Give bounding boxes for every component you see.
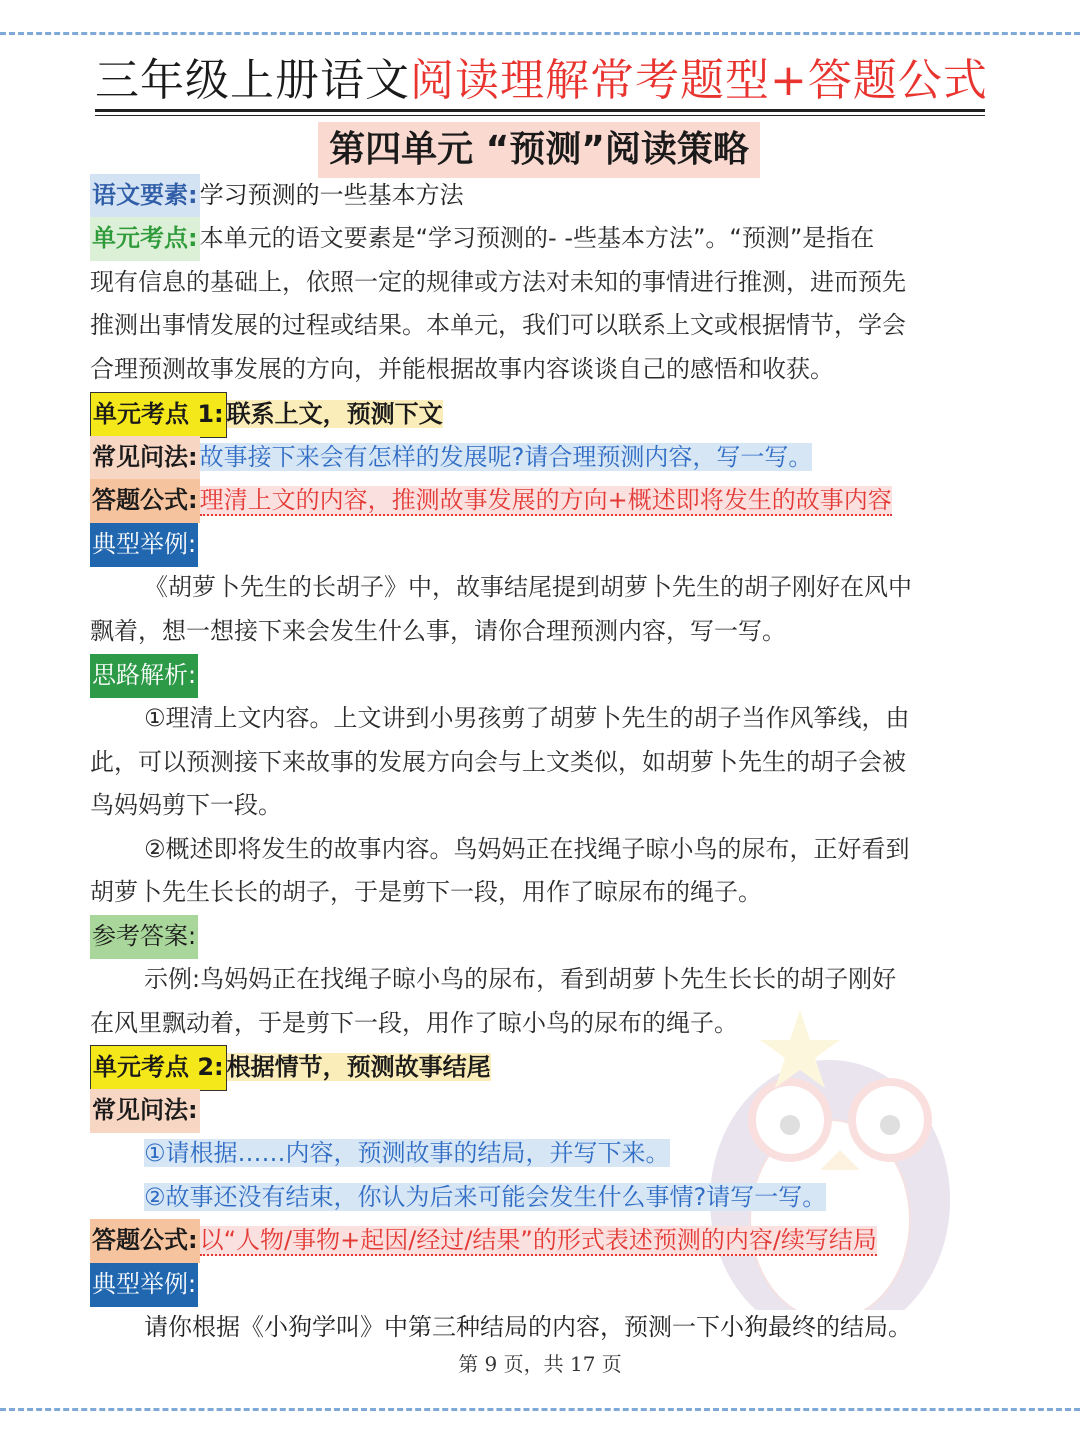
element-text: 学习预测的一些基本方法 <box>199 181 464 209</box>
point2-label: 单元考点 2: <box>90 1045 227 1091</box>
point2-example-row <box>144 1306 994 1350</box>
page-title <box>95 52 988 110</box>
point1-answer-heading <box>90 915 995 959</box>
point1-example-line-1: 《胡萝卜先生的长胡子》中，故事结尾提到胡萝卜先生的胡子刚好在风中 <box>144 573 912 601</box>
point2-question-1: ①请根据……内容，预测故事的结局，并写下来。 <box>144 1139 670 1167</box>
title-part-grade: 三年级上册语文 <box>95 55 410 106</box>
exam-point-line-1: 本单元的语文要素是“学习预测的- -些基本方法”。“预测”是指在 <box>199 224 875 252</box>
point1-analysis-label: 思路解析: <box>90 654 198 698</box>
point1-answer-text <box>90 958 995 1045</box>
exam-point-label: 单元考点: <box>90 217 200 261</box>
point2-title: 根据情节，预测故事结尾 <box>226 1053 491 1081</box>
top-dashed-border <box>0 32 1080 35</box>
answer-line-2: 在风里飘动着，于是剪下一段，用作了晾小鸟的尿布的绳子。 <box>90 1008 738 1037</box>
point1-answer-label: 参考答案: <box>90 915 198 959</box>
point1-analysis-heading <box>90 654 995 698</box>
exam-point-line-3: 推测出事情发展的过程或结果。本单元，我们可以联系上文或根据情节，学会 <box>90 311 906 339</box>
point1-formula-label: 答题公式: <box>90 479 200 523</box>
point2-example-heading <box>90 1263 995 1307</box>
exam-point-line-4: 合理预测故事发展的方向，并能根据故事内容谈谈自己的感悟和收获。 <box>90 354 834 383</box>
page-number: 第 9 页，共 17 页 <box>458 1352 622 1376</box>
point1-example-text <box>90 566 995 653</box>
point1-formula: 理清上文的内容，推测故事发展的方向+概述即将发生的故事内容 <box>199 486 892 514</box>
title-underline-thick <box>95 109 985 112</box>
element-label: 语文要素: <box>90 174 200 218</box>
point2-example: 请你根据《小狗学叫》中第三种结局的内容，预测一下小狗最终的结局。 <box>144 1313 912 1341</box>
point1-formula-row <box>90 479 995 523</box>
point2-question-2-row <box>144 1176 994 1220</box>
point2-formula-row <box>90 1219 995 1263</box>
title-part-topic: 阅读理解常考题型+答题公式 <box>410 55 988 106</box>
exam-point-line-2: 现有信息的基础上，依照一定的规律或方法对未知的事情进行推测，进而预先 <box>90 267 906 296</box>
point2-formula-label: 答题公式: <box>90 1219 200 1263</box>
point1-question-row <box>90 436 995 480</box>
point1-title: 联系上文，预测下文 <box>226 400 443 428</box>
point1-example-label: 典型举例: <box>90 523 198 567</box>
point2-heading <box>90 1045 995 1091</box>
point2-example-label: 典型举例: <box>90 1263 198 1307</box>
analysis-1-line-3: 鸟妈妈剪下一段。 <box>90 791 282 819</box>
point1-label: 单元考点 1: <box>90 392 227 438</box>
point2-question-label: 常见问法: <box>90 1089 200 1133</box>
point1-question: 故事接下来会有怎样的发展呢?请合理预测内容，写一写。 <box>199 443 813 471</box>
analysis-2-line-1: ②概述即将发生的故事内容。鸟妈妈正在找绳子晾小鸟的尿布，正好看到 <box>144 834 910 863</box>
point1-analysis-text <box>90 697 995 915</box>
unit-subtitle: 第四单元 “预测”阅读策略 <box>318 122 760 178</box>
point2-question-heading <box>90 1089 995 1133</box>
point1-example-heading <box>90 523 995 567</box>
title-underline-thin <box>95 115 985 116</box>
point2-question-2: ②故事还没有结束，你认为后来可能会发生什么事情?请写一写。 <box>144 1183 827 1211</box>
point2-question-1-row <box>144 1132 994 1176</box>
point1-question-label: 常见问法: <box>90 436 200 480</box>
answer-line-1: 示例:鸟妈妈正在找绳子晾小鸟的尿布，看到胡萝卜先生长长的胡子刚好 <box>144 965 897 993</box>
point1-heading <box>90 392 995 438</box>
point2-formula: 以“人物/事物+起因/经过/结果”的形式表述预测的内容/续写结局 <box>199 1226 877 1254</box>
exam-point-block <box>90 217 995 391</box>
analysis-1-line-2: 此，可以预测接下来故事的发展方向会与上文类似，如胡萝卜先生的胡子会被 <box>90 747 906 776</box>
analysis-1-line-1: ①理清上文内容。上文讲到小男孩剪了胡萝卜先生的胡子当作风筝线，由 <box>144 704 910 732</box>
bottom-dashed-border <box>0 1408 1080 1411</box>
analysis-2-line-2: 胡萝卜先生长长的胡子，于是剪下一段，用作了晾尿布的绳子。 <box>90 878 762 906</box>
point1-example-line-2: 飘着，想一想接下来会发生什么事，请你合理预测内容，写一写。 <box>90 616 786 645</box>
element-row <box>90 174 995 218</box>
